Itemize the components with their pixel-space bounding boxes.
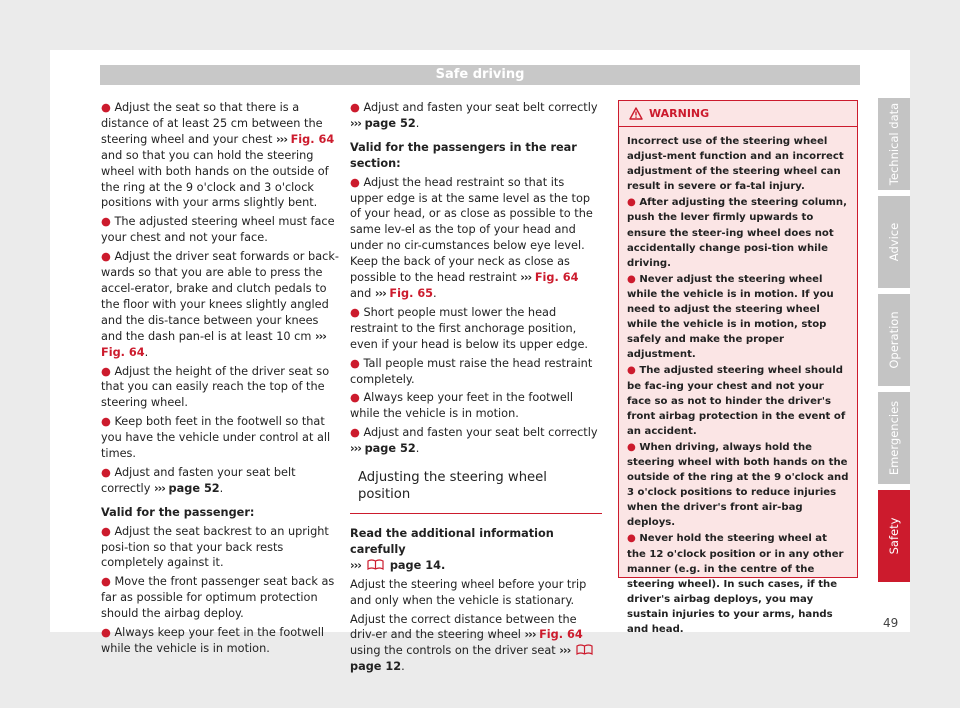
figure-link[interactable]: Fig. 64 xyxy=(539,628,583,642)
book-icon xyxy=(367,559,384,570)
bullet-icon: ● xyxy=(101,626,111,640)
warning-body xyxy=(619,127,857,637)
bullet-icon: ● xyxy=(101,415,111,429)
bullet-icon: ● xyxy=(101,101,111,114)
warning-triangle-icon xyxy=(629,107,643,120)
tab-operation[interactable]: Operation xyxy=(878,294,910,386)
tab-advice[interactable]: Advice xyxy=(878,196,910,288)
list-item: ● When driving, always hold the steering wheel with both hands on the outside of the ring at the 9 o'clock and 3 o'clock positions to reduce injuries when the driver's front air-bag deploys. xyxy=(627,441,849,529)
page-link[interactable]: page 12 xyxy=(350,660,402,674)
bullet-icon: ● xyxy=(627,273,636,285)
paragraph: Adjust the steering wheel before your trip and only when the vehicle is stationary. xyxy=(350,577,587,607)
page-number: 49 xyxy=(883,616,899,630)
list-item: ● Adjust the height of the driver seat so that you can easily reach the top of the steering wheel. xyxy=(101,364,330,410)
manual-page xyxy=(50,50,910,674)
bullet-icon: ● xyxy=(101,364,111,378)
chevron-icon: ››› xyxy=(276,132,287,146)
paragraph: Adjust the correct distance between the driv-er and the steering wheel ››› Fig. 64 using the controls on the driver seat ››› page 12. xyxy=(350,612,600,676)
list-item: ● Short people must lower the head restraint to the first anchorage position, even if your head is below its upper edge. xyxy=(350,305,589,351)
warning-intro: Incorrect use of the steering wheel adjust-ment function and an incorrect adjustment of the steering wheel can result in severe or fa-tal injury. xyxy=(627,136,844,193)
passenger-heading: Valid for the passenger: xyxy=(101,505,255,519)
bullet-icon: ● xyxy=(101,250,111,264)
bullet-icon: ● xyxy=(627,441,636,453)
bullet-icon: ● xyxy=(350,356,360,370)
list-item: ● After adjusting the steering column, push the lever firmly upwards to ensure the steer-ing wheel does not accidentally change posi-tion while driving. xyxy=(627,197,847,269)
chevron-icon: ››› xyxy=(559,644,571,658)
chevron-icon: ››› xyxy=(153,481,165,495)
tab-emergencies[interactable]: Emergencies xyxy=(878,392,910,484)
list-item: ● The adjusted steering wheel should be fac-ing your chest and not your face so as not to hinder the driver's front airbag protection in the event of an accident. xyxy=(627,365,846,437)
tab-technical-data[interactable]: Technical data xyxy=(878,98,910,190)
tab-safety[interactable]: Safety xyxy=(878,490,910,582)
figure-link[interactable]: Fig. 64 xyxy=(101,345,145,359)
warning-box xyxy=(618,100,858,635)
chevron-icon: ››› xyxy=(314,329,326,343)
bullet-icon: ● xyxy=(101,215,111,229)
book-icon xyxy=(576,644,593,655)
bullet-icon: ● xyxy=(350,426,360,440)
list-item: ● Never adjust the steering wheel while the vehicle is in motion. If you need to adjust the steering wheel while the vehicle is in motion, stop safely and make the proper adjustment. xyxy=(627,273,834,361)
list-item: ● Tall people must raise the head restraint completely. xyxy=(350,356,593,386)
list-item: ● Adjust and fasten your seat belt correctly ››› page 52. xyxy=(350,101,598,130)
figure-link[interactable]: Fig. 65 xyxy=(389,286,434,300)
figure-link[interactable]: Fig. 64 xyxy=(290,132,335,146)
rear-heading: Valid for the passengers in the rear section: xyxy=(350,140,577,170)
bullet-icon: ● xyxy=(627,197,636,209)
page-title: Safe driving xyxy=(435,67,525,82)
warning-header xyxy=(619,101,857,127)
read-more: Read the additional information carefully ››› page 14. xyxy=(350,527,554,572)
page-link[interactable]: page 52 xyxy=(168,481,220,495)
list-item: ● Adjust the seat so that there is a distance of at least 25 cm between the steering wheel and your chest ››› Fig. 64 and so that you can hold the steering wheel with both hands on the outside of the ring at the 9 o'clock and 3 o'clock positions with your arms slightly bent. xyxy=(101,101,335,210)
page-header xyxy=(100,65,860,85)
list-item: ● The adjusted steering wheel must face your chest and not your face. xyxy=(101,215,335,245)
chevron-icon: ››› xyxy=(524,628,536,642)
list-item: ● Adjust the head restraint so that its upper edge is at the same level as the top of your head, or as close as possible to the same lev-el as the top of your head and under no cir-cumstances below eye level. Keep the back of your neck as close as possible to the head restraint ››› Fig. 64 and ››› Fig. 65. xyxy=(350,175,593,300)
bullet-icon: ● xyxy=(350,305,360,319)
page-link[interactable]: page 52 xyxy=(364,116,416,130)
column-left xyxy=(101,100,343,660)
list-item: ● Adjust the seat backrest to an upright posi-tion so that your back rests completely against it. xyxy=(101,524,329,570)
figure-link[interactable]: Fig. 64 xyxy=(534,271,579,285)
section-heading: Adjusting the steering wheel position xyxy=(350,469,600,506)
list-item: ● Move the front passenger seat back as far as possible for optimum protection should the airbag deploy. xyxy=(101,575,335,621)
chevron-icon: ››› xyxy=(350,442,361,456)
list-item: ● Keep both feet in the footwell so that you have the vehicle under control at all times. xyxy=(101,415,331,461)
chevron-icon: ››› xyxy=(350,558,361,572)
list-item: ● Adjust the driver seat forwards or back-wards so that you are able to press the accel-erator, brake and clutch pedals to the floor with your knees slightly angled and the dis-tance between your knees and the dash pan-el is at least 10 cm ››› Fig. 64. xyxy=(101,250,339,359)
bullet-icon: ● xyxy=(101,524,111,538)
chevron-icon: ››› xyxy=(374,286,386,300)
list-item: ● Always keep your feet in the footwell while the vehicle is in motion. xyxy=(101,626,325,655)
chevron-icon: ››› xyxy=(350,116,361,130)
bullet-icon: ● xyxy=(627,533,636,545)
page-link[interactable]: page 52 xyxy=(364,442,416,456)
list-item: ● Adjust and fasten your seat belt correctly ››› page 52. xyxy=(101,465,296,495)
page-link[interactable]: page 14 xyxy=(389,558,441,572)
bullet-icon: ● xyxy=(350,175,360,189)
column-middle xyxy=(350,100,600,678)
bullet-icon: ● xyxy=(350,391,360,405)
bullet-icon: ● xyxy=(101,575,111,589)
bullet-icon: ● xyxy=(101,465,111,479)
bullet-icon: ● xyxy=(350,101,360,114)
bullet-icon: ● xyxy=(627,365,636,377)
list-item: ● Always keep your feet in the footwell while the vehicle is in motion. xyxy=(350,391,574,421)
chevron-icon: ››› xyxy=(520,271,532,285)
warning-title: WARNING xyxy=(649,107,710,120)
list-item: ● Never hold the steering wheel at the 12 o'clock position or in any other manner (e.g. in the centre of the steering wheel). In such cases, if the driver's airbag deploys, you may sustain injuries to your arms, hands and head. xyxy=(627,533,844,635)
list-item: ● Adjust and fasten your seat belt correctly ››› page 52. xyxy=(350,426,598,456)
